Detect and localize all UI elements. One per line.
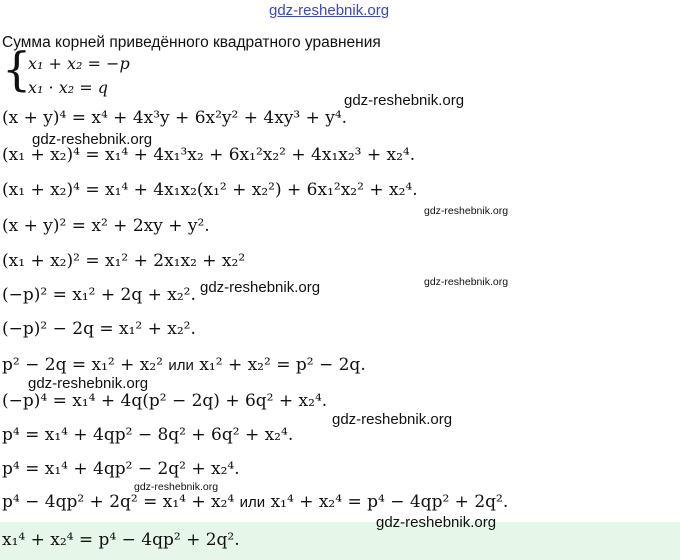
watermark: gdz-reshebnik.org (32, 131, 153, 148)
watermark: gdz-reshebnik.org (28, 375, 149, 392)
watermark: gdz-reshebnik.org (424, 276, 509, 288)
equation-line-12-rest: x₁⁴ + x₂⁴ = p⁴ − 4qp² + 2q². (270, 492, 509, 512)
watermark-top-link[interactable]: gdz-reshebnik.org (269, 2, 390, 19)
equation-line-2: (x₁ + x₂)⁴ = x₁⁴ + 4x₁³x₂ + 6x₁²x₂² + 4x₁x₂³ + x₂⁴. (2, 145, 416, 165)
equation-line-6: (−p)² = x₁² + 2q + x₂². (2, 285, 196, 305)
equation-line-1: (x + y)⁴ = x⁴ + 4x³y + 6x²y² + 4xy³ + y⁴. (2, 108, 348, 128)
equation-line-9: (−p)⁴ = x₁⁴ + 4q(p² − 2q) + 6q² + x₂⁴. (2, 391, 328, 411)
equation-line-final: x₁⁴ + x₂⁴ = p⁴ − 4qp² + 2q². (2, 530, 240, 550)
equation-line-4: (x + y)² = x² + 2xy + y². (2, 216, 210, 236)
watermark: gdz-reshebnik.org (134, 481, 219, 493)
equation-line-3: (x₁ + x₂)⁴ = x₁⁴ + 4x₁x₂(x₁² + x₂²) + 6x₁²x₂² + x₂⁴. (2, 180, 418, 200)
equation-line-8 (2, 355, 366, 375)
or-word: или (168, 357, 194, 374)
equation-line-12-main: p⁴ − 4qp² + 2q² = x₁⁴ + x₂⁴ (2, 492, 235, 512)
equation-line-12 (2, 492, 508, 512)
equation-line-7: (−p)² − 2q = x₁² + x₂². (2, 319, 196, 339)
system-line-1: x₁ + x₂ = −p (28, 54, 130, 73)
equation-line-8-rest: x₁² + x₂² = p² − 2q. (199, 355, 366, 375)
left-brace-icon: { (2, 42, 32, 96)
equation-line-5: (x₁ + x₂)² = x₁² + 2x₁x₂ + x₂² (2, 251, 246, 271)
equation-line-10: p⁴ = x₁⁴ + 4qp² − 8q² + 6q² + x₂⁴. (2, 425, 294, 445)
intro-text: Сумма корней приведённого квадратного уравнения (2, 34, 381, 51)
system-line-2: x₁ · x₂ = q (28, 78, 108, 97)
or-word: или (239, 494, 266, 511)
watermark: gdz-reshebnik.org (200, 279, 321, 296)
equation-line-8-main: p² − 2q = x₁² + x₂² (2, 355, 163, 375)
watermark: gdz-reshebnik.org (344, 92, 465, 109)
watermark: gdz-reshebnik.org (332, 411, 453, 428)
watermark: gdz-reshebnik.org (376, 514, 497, 531)
equation-line-11: p⁴ = x₁⁴ + 4qp² − 2q² + x₂⁴. (2, 459, 240, 479)
watermark: gdz-reshebnik.org (424, 205, 509, 217)
